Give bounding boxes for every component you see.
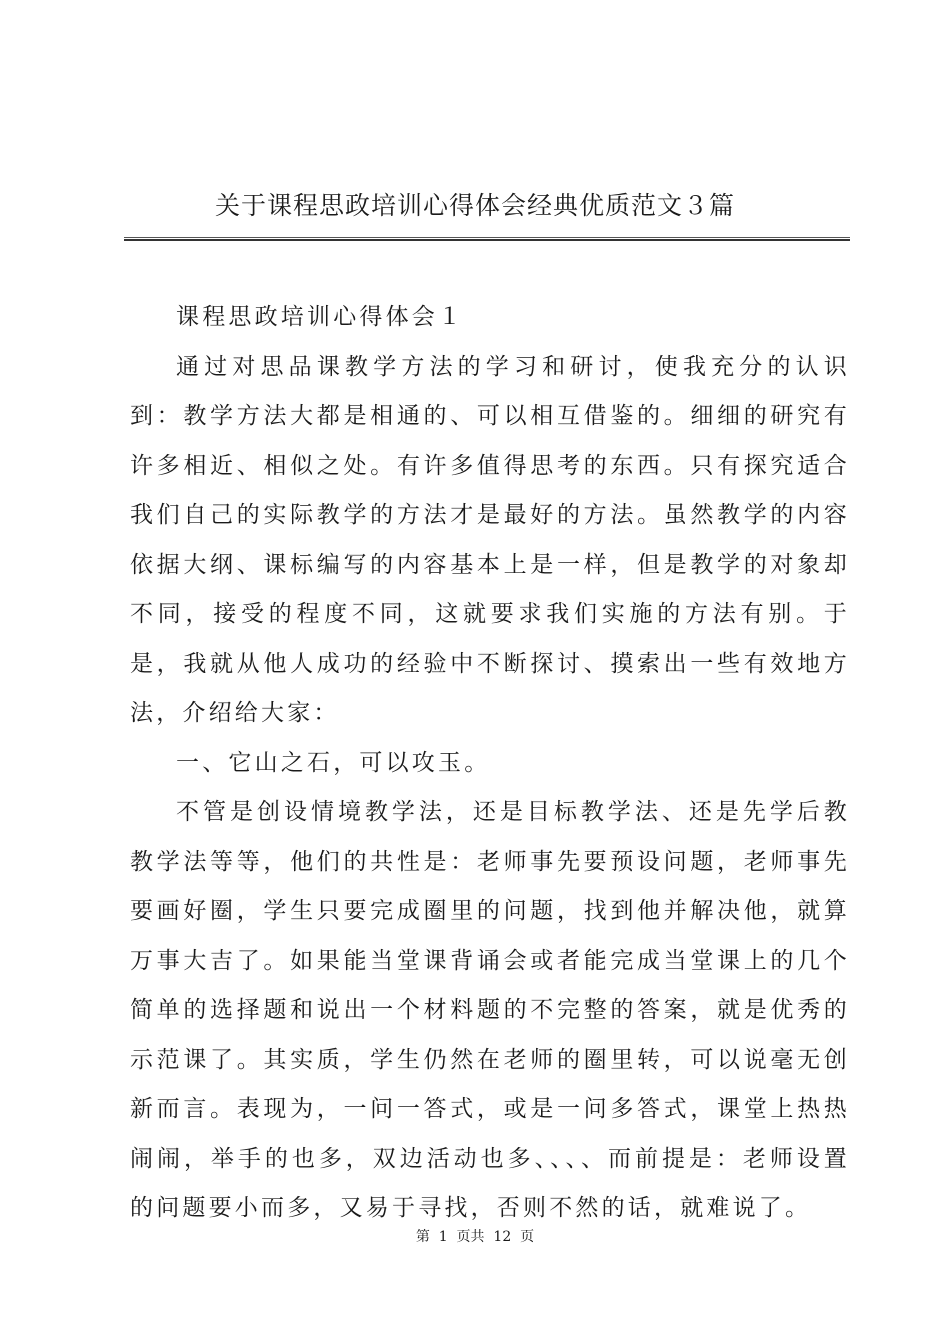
title-divider xyxy=(124,237,850,241)
subsection-heading: 一、它山之石，可以攻玉。 xyxy=(176,749,491,776)
section-heading: 课程思政培训心得体会１ xyxy=(176,304,465,330)
paragraph: 通过对思品课教学方法的学习和研讨，使我充分的认识到：教学方法大都是相通的、可以相互借鉴的。细细的研究有许多相近、相似之处。有许多值得思考的东西。只有探究适合我们自己的实际教学的方法才是最好的方法。虽然教学的内容依据大纲、课标编写的内容基本上是一样，但是教学的对象却不同，接受的程度不同，这就要求我们实施的方法有别。于是，我就从他人成功的经验中不断探讨、摸索出一些有效地方法，介绍给大家： xyxy=(130,353,850,726)
page-footer: 第 1 页共 12 页 xyxy=(415,1229,535,1245)
document-title: 关于课程思政培训心得体会经典优质范文３篇 xyxy=(214,191,735,220)
document-body xyxy=(130,293,850,1234)
paragraph: 不管是创设情境教学法，还是目标教学法、还是先学后教教学法等等，他们的共性是：老师事先要预设问题，老师事先要画好圈，学生只要完成圈里的问题，找到他并解决他，就算万事大吉了。如果能当堂课背诵会或者能完成当堂课上的几个简单的选择题和说出一个材料题的不完整的答案，就是优秀的示范课了。其实质，学生仍然在老师的圈里转，可以说毫无创新而言。表现为，一问一答式，或是一问多答式，课堂上热热闹闹，举手的也多，双边活动也多、、、、而前提是：老师设置的问题要小而多，又易于寻找，否则不然的话，就难说了。 xyxy=(130,799,850,1221)
